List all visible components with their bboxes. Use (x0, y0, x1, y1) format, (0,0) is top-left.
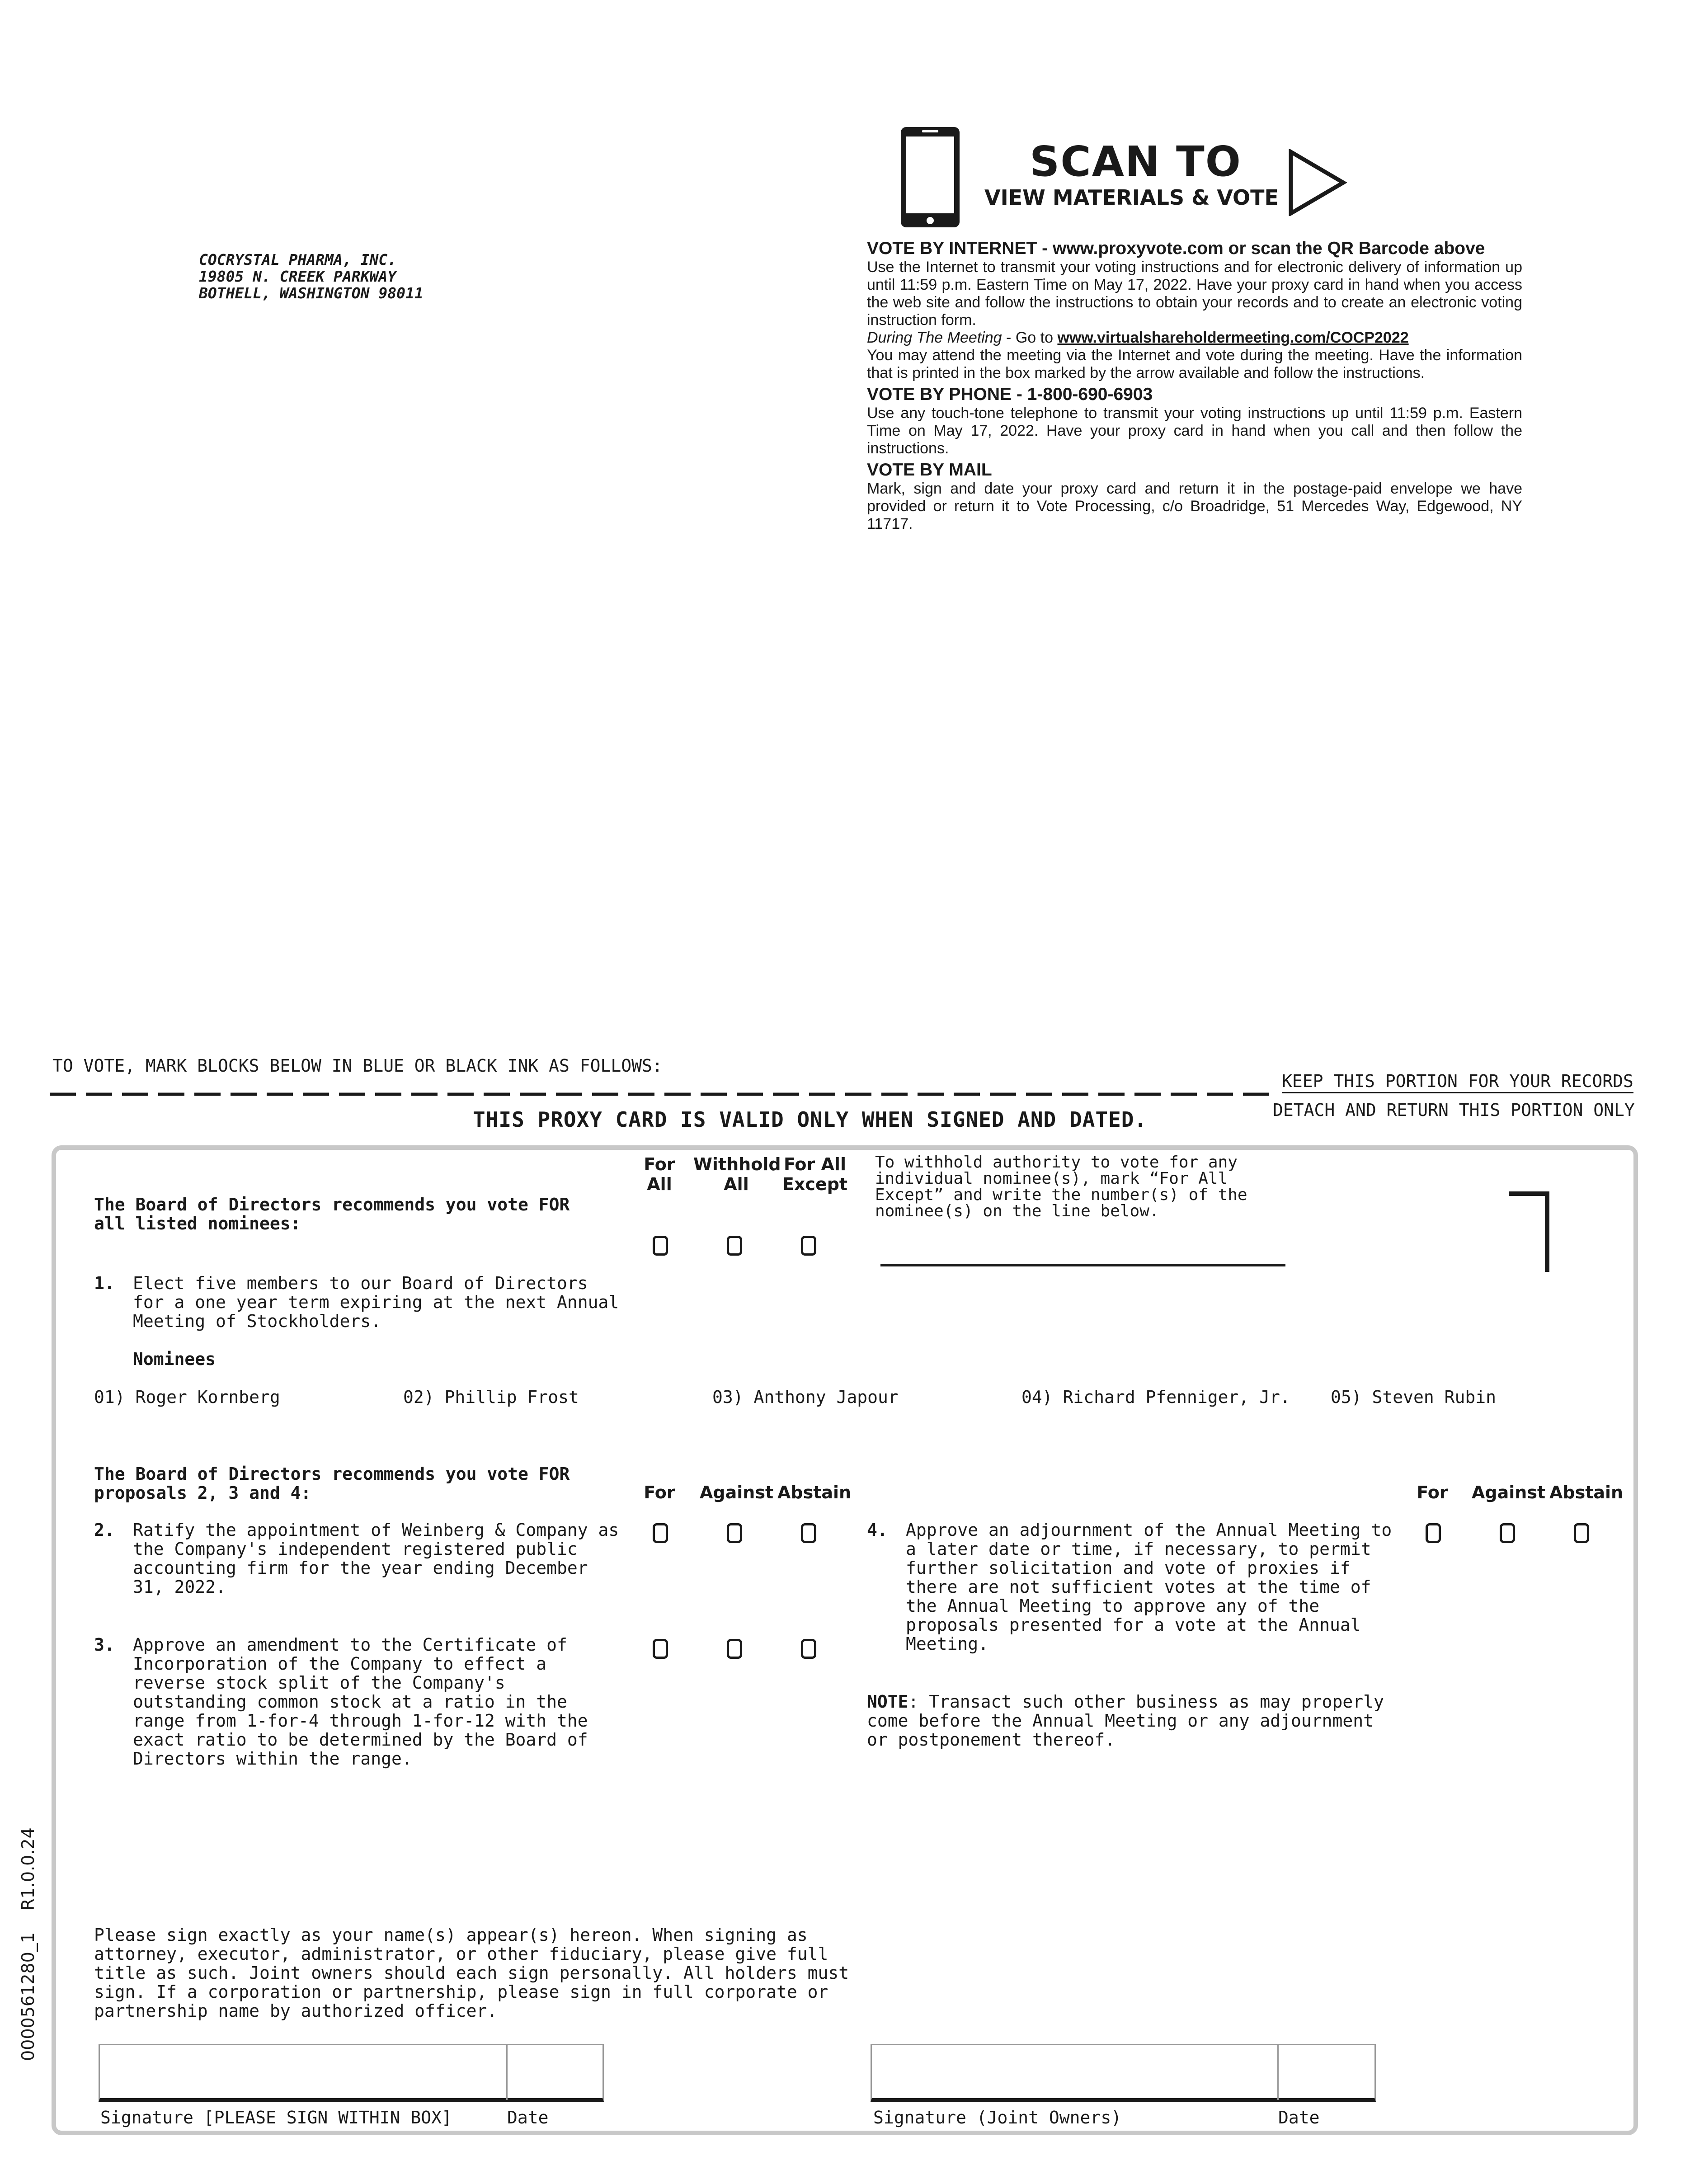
nominee-number-line[interactable] (880, 1264, 1285, 1266)
header-abstain-right: Abstain (1549, 1483, 1624, 1502)
header-against-right: Against (1472, 1483, 1546, 1502)
checkbox-proposal-4-for[interactable] (1426, 1523, 1441, 1543)
during-meeting-line (867, 329, 1522, 347)
board-recommendation-proposals: The Board of Directors recommends you vote FOR proposals 2, 3 and 4: (94, 1464, 570, 1503)
board-recommendation-nominees: The Board of Directors recommends you vote FOR all listed nominees: (94, 1195, 570, 1233)
proposal-4-text: Approve an adjournment of the Annual Meeting to a later date or time, if necessary, to permit further solicitation and vote of proxies if there are not sufficient votes at the time of the Annual Meeting to approve any of the proposals presented for a vote at the Annual Meeting. (906, 1520, 1392, 1654)
return-address (199, 251, 424, 301)
scan-title: SCAN TO (1030, 137, 1242, 186)
checkbox-withhold-all[interactable] (727, 1236, 742, 1256)
corner-mark (1509, 1191, 1549, 1272)
header-withhold-all: Withhold All (693, 1154, 781, 1194)
return-address-line: COCRYSTAL PHARMA, INC. (199, 251, 397, 268)
proposal-1-number: 1. (94, 1273, 115, 1293)
internet-heading: VOTE BY INTERNET - www.proxyvote.com or scan the QR Barcode above (867, 239, 1485, 258)
joint-signature-label: Signature (Joint Owners) (873, 2108, 1122, 2128)
checkbox-proposal-2-against[interactable] (727, 1523, 742, 1543)
signing-instructions: Please sign exactly as your name(s) appear(s) hereon. When signing as attorney, executor, administrator, or other fiduciary, please give full title as such. Joint owners should each sign personally. All holders must sign. If a corporation or partnership, please sign in full corporate or partnership name by authorized officer. (94, 1925, 849, 2021)
checkbox-proposal-4-abstain[interactable] (1574, 1523, 1589, 1543)
joint-signature-date-divider (1277, 2045, 1279, 2100)
nominees-label: Nominees (133, 1349, 216, 1369)
detach-line (50, 1090, 1279, 1094)
detach-return-label: DETACH AND RETURN THIS PORTION ONLY (1273, 1100, 1635, 1120)
checkbox-proposal-2-for[interactable] (653, 1523, 668, 1543)
proposal-3-number: 3. (94, 1635, 115, 1655)
nominee-5: 05) Steven Rubin (1331, 1387, 1497, 1407)
checkbox-proposal-4-against[interactable] (1500, 1523, 1515, 1543)
proposal-2-text: Ratify the appointment of Weinberg & Company as the Company's independent registered public accounting firm for the year ending December 31, 2022. (133, 1520, 619, 1597)
withhold-instruction: To withhold authority to vote for any individual nominee(s), mark “For All Except” and write the number(s) of the nominee(s) on the line below. (875, 1153, 1247, 1220)
return-address-line: 19805 N. CREEK PARKWAY (199, 268, 397, 285)
nominee-1: 01) Roger Kornberg (94, 1387, 280, 1407)
phone-text: Use any touch-tone telephone to transmit your voting instructions up until 11:59 p.m. Eastern Time on May 17, 2022. Have your proxy card in hand when you call and then follow the instructions. (867, 405, 1522, 457)
phone-icon (899, 125, 962, 230)
nominee-2: 02) Phillip Frost (403, 1387, 579, 1407)
virtual-meeting-link[interactable]: www.virtualshareholdermeeting.com/COCP2022 (1057, 329, 1409, 346)
proposal-2-number: 2. (94, 1520, 115, 1540)
signature-date-label: Date (507, 2108, 549, 2128)
voting-instructions (867, 236, 1522, 533)
checkbox-proposal-3-abstain[interactable] (801, 1639, 816, 1659)
header-for-all: For All (644, 1154, 675, 1194)
note-label: NOTE (867, 1692, 908, 1712)
scan-subtitle: VIEW MATERIALS & VOTE (984, 185, 1279, 210)
joint-signature-date-label: Date (1278, 2108, 1320, 2128)
checkbox-for-all[interactable] (653, 1236, 668, 1256)
to-vote-instruction: TO VOTE, MARK BLOCKS BELOW IN BLUE OR BLACK INK AS FOLLOWS: (52, 1056, 663, 1076)
proposal-4-number: 4. (867, 1520, 888, 1540)
nominee-3: 03) Anthony Japour (712, 1387, 899, 1407)
checkbox-proposal-3-against[interactable] (727, 1639, 742, 1659)
during-goto: - Go to (1002, 329, 1058, 346)
during-meeting-text: You may attend the meeting via the Internet and vote during the meeting. Have the information that is printed in the box marked by the arrow available and follow the instructions. (867, 347, 1522, 381)
header-for-all-except: For All Except (782, 1154, 848, 1194)
phone-heading: VOTE BY PHONE - 1-800-690-6903 (867, 385, 1153, 404)
proxy-valid-notice: THIS PROXY CARD IS VALID ONLY WHEN SIGNED AND DATED. (473, 1107, 1148, 1132)
checkbox-proposal-3-for[interactable] (653, 1639, 668, 1659)
signature-date-divider (506, 2045, 508, 2100)
note (867, 1692, 1384, 1749)
checkbox-proposal-2-abstain[interactable] (801, 1523, 816, 1543)
note-text: : Transact such other business as may properly come before the Annual Meeting or any adjournment or postponement thereof. (867, 1692, 1384, 1750)
internet-text: Use the Internet to transmit your voting instructions and for electronic delivery of information up until 11:59 p.m. Eastern Time on May 17, 2022. Have your proxy card in hand when you access the web site and follow the instructions to obtain your records and to create an electronic voting instruction form. (867, 259, 1522, 329)
return-address-line: BOTHELL, WASHINGTON 98011 (199, 284, 424, 302)
side-document-code: 0000561280_1 R1.0.0.24 (18, 1827, 38, 2061)
joint-signature-box[interactable] (871, 2044, 1376, 2102)
signature-label: Signature [PLEASE SIGN WITHIN BOX] (100, 2108, 452, 2128)
header-against: Against (700, 1483, 774, 1502)
during-meeting-label: During The Meeting (867, 329, 1002, 346)
mail-heading: VOTE BY MAIL (867, 460, 992, 480)
proposal-3-text: Approve an amendment to the Certificate of Incorporation of the Company to effect a reverse stock split of the Company's outstanding common stock at a ratio in the range from 1-for-4 through 1-for-12 with the exact ratio to be determined by the Board of Directors within the range. (133, 1635, 588, 1769)
signature-box[interactable] (99, 2044, 604, 2102)
nominee-4: 04) Richard Pfenniger, Jr. (1021, 1387, 1290, 1407)
keep-portion-label: KEEP THIS PORTION FOR YOUR RECORDS (1282, 1071, 1633, 1093)
proposal-1-text: Elect five members to our Board of Directors for a one year term expiring at the next Annual Meeting of Stockholders. (133, 1273, 619, 1331)
mail-text: Mark, sign and date your proxy card and return it in the postage-paid envelope we have provided or return it to Vote Processing, c/o Broadridge, 51 Mercedes Way, Edgewood, NY 11717. (867, 480, 1522, 532)
header-for-right: For (1417, 1483, 1448, 1502)
header-for: For (644, 1483, 675, 1502)
header-abstain: Abstain (777, 1483, 852, 1502)
checkbox-for-all-except[interactable] (801, 1236, 816, 1256)
play-arrow-icon (1287, 149, 1347, 216)
